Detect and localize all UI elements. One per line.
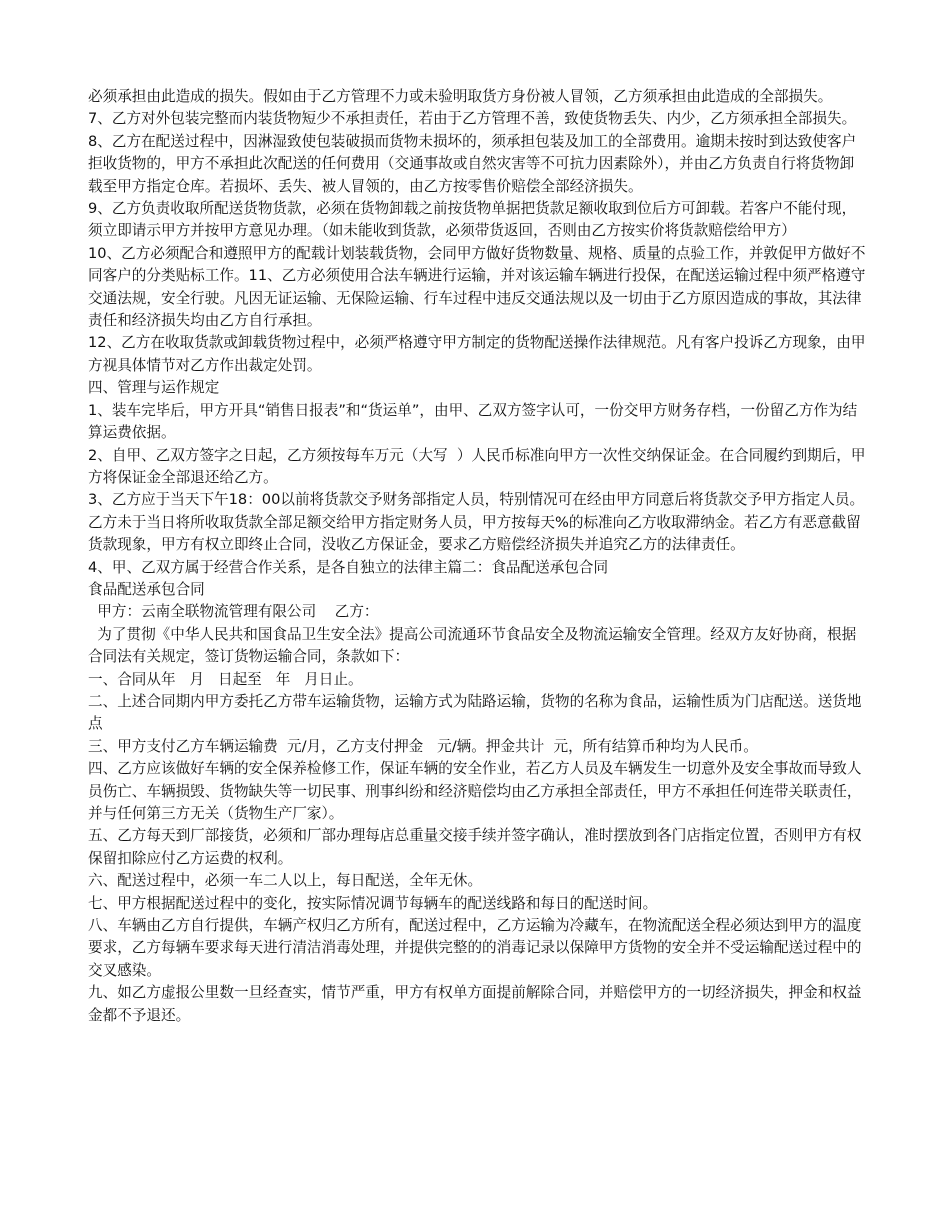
paragraph-management-1: 1、装车完毕后，甲方开具“销售日报表”和“货运单”，由甲、乙双方签字认可，一份交甲方财务存档，一份留乙方作为结算运费依据。 [88, 401, 858, 442]
paragraph-management-4: 4、甲、乙双方属于经营合作关系，是各自独立的法律主篇二：食品配送承包合同 [88, 558, 609, 576]
contract-term-9: 九、如乙方虚报公里数一旦经查实，情节严重，甲方有权单方面提前解除合同，并赔偿甲方的一切经济损失，押金和权益金都不予退还。 [88, 984, 862, 1024]
contract-term-2: 二、上述合同期内甲方委托乙方带车运输货物，运输方式为陆路运输，货物的名称为食品，运输性质为门店配送。送货地点 [88, 692, 862, 733]
paragraph-management-3: 3、乙方应于当天下午18：00以前将货款交予财务部指定人员，特别情况可在经由甲方同意后将货款交予甲方指定人员。乙方未于当日将所收取货款全部足额交给甲方指定财务人员，甲方按每天%的标准向乙方收取滞纳金。若乙方有恶意截留货款现象，甲方有权立即终止合同，没收乙方保证金，要求乙方赔偿经济损失并追究乙方的法律责任。 [88, 491, 865, 554]
paragraph-clause-8: 8、乙方在配送过程中，因淋湿致使包装破损而货物未损坏的，须承担包装及加工的全部费用。逾期未按时到达致使客户拒收货物的，甲方不承担此次配送的任何费用（交通事故或自然灾害等不可抗力因素除外），并由乙方负责自行将货物卸载至甲方指定仓库。若损坏、丢失、被人冒领的，由乙方按零售价赔偿全部经济损失。 [88, 132, 857, 195]
paragraph-loss-responsibility: 必须承担由此造成的损失。假如由于乙方管理不力或未验明取货方身份被人冒领，乙方须承担由此造成的全部损失。 [88, 88, 833, 105]
contract-term-1: 一、合同从年 月 日起至 年 月日止。 [88, 670, 363, 688]
section-heading-management: 四、管理与运作规定 [88, 379, 220, 397]
contract-term-6: 六、配送过程中，必须一车二人以上，每日配送，全年无休。 [88, 872, 483, 890]
paragraph-clause-12: 12、乙方在收取货款或卸载货物过程中，必须严格遵守甲方制定的货物配送操作法律规范。凡有客户投诉乙方现象，由甲方视具体情节对乙方作出裁定处罚。 [88, 334, 866, 374]
paragraph-management-2: 2、自甲、乙双方签字之日起，乙方须按每车万元（大写 ）人民币标准向甲方一次性交纳保证金。在合同履约到期后，甲方将保证金全部退还给乙方。 [88, 446, 866, 486]
contract-title: 食品配送承包合同 [88, 580, 205, 598]
contract-term-5: 五、乙方每天到厂部接货，必须和厂部办理每店总重量交接手续并签字确认，准时摆放到各门店指定位置，否则甲方有权保留扣除应付乙方运费的权利。 [88, 827, 862, 867]
paragraph-clause-10-11: 10、乙方必须配合和遵照甲方的配载计划装载货物，会同甲方做好货物数量、规格、质量的点验工作，并敦促甲方做好不同客户的分类贴标工作。11、乙方必须使用合法车辆进行运输，并对该运输车辆进行投保，在配送运输过程中须严格遵守交通法规，安全行驶。凡因无证运输、无保险运输、行车过程中违反交通法规以及一切由于乙方原因造成的事故，其法律责任和经济损失均由乙方自行承担。 [88, 244, 866, 330]
contract-parties: 甲方：云南全联物流管理有限公司 乙方： [88, 603, 379, 621]
contract-term-8: 八、车辆由乙方自行提供，车辆产权归乙方所有，配送过程中，乙方运输为冷藏车，在物流配送全程必须达到甲方的温度要求，乙方每辆车要求每天进行清洁消毒处理，并提供完整的的消毒记录以保障甲方货物的安全并不受运输配送过程中的交叉感染。 [88, 917, 862, 979]
contract-term-7: 七、甲方根据配送过程中的变化，按实际情况调节每辆车的配送线路和每日的配送时间。 [88, 894, 658, 912]
paragraph-clause-9: 9、乙方负责收取所配送货物货款，必须在货物卸载之前按货物单据把货款足额收取到位后方可卸载。若客户不能付现，须立即请示甲方并按甲方意见办理。（如未能收到货款，必须带货返回，否则由乙方按实价将货款赔偿给甲方） [88, 200, 857, 240]
document-body [88, 86, 868, 1027]
contract-preamble: 为了贯彻《中华人民共和国食品卫生安全法》提高公司流通环节食品安全及物流运输安全管理。经双方友好协商，根据合同法有关规定，签订货物运输合同，条款如下： [88, 625, 857, 666]
paragraph-clause-7: 7、乙方对外包装完整而内装货物短少不承担责任，若由于乙方管理不善，致使货物丢失、内少，乙方须承担全部损失。 [88, 110, 857, 128]
contract-term-3: 三、甲方支付乙方车辆运输费 元/月，乙方支付押金 元/辆。押金共计 元，所有结算币种均为人民币。 [88, 737, 758, 755]
contract-term-4: 四、乙方应该做好车辆的安全保养检修工作，保证车辆的安全作业，若乙方人员及车辆发生一切意外及安全事故而导致人员伤亡、车辆损毁、货物缺失等一切民事、刑事纠纷和经济赔偿均由乙方承担全部责任，甲方不承担任何连带关联责任，并与任何第三方无关（货物生产厂家）。 [88, 760, 862, 822]
